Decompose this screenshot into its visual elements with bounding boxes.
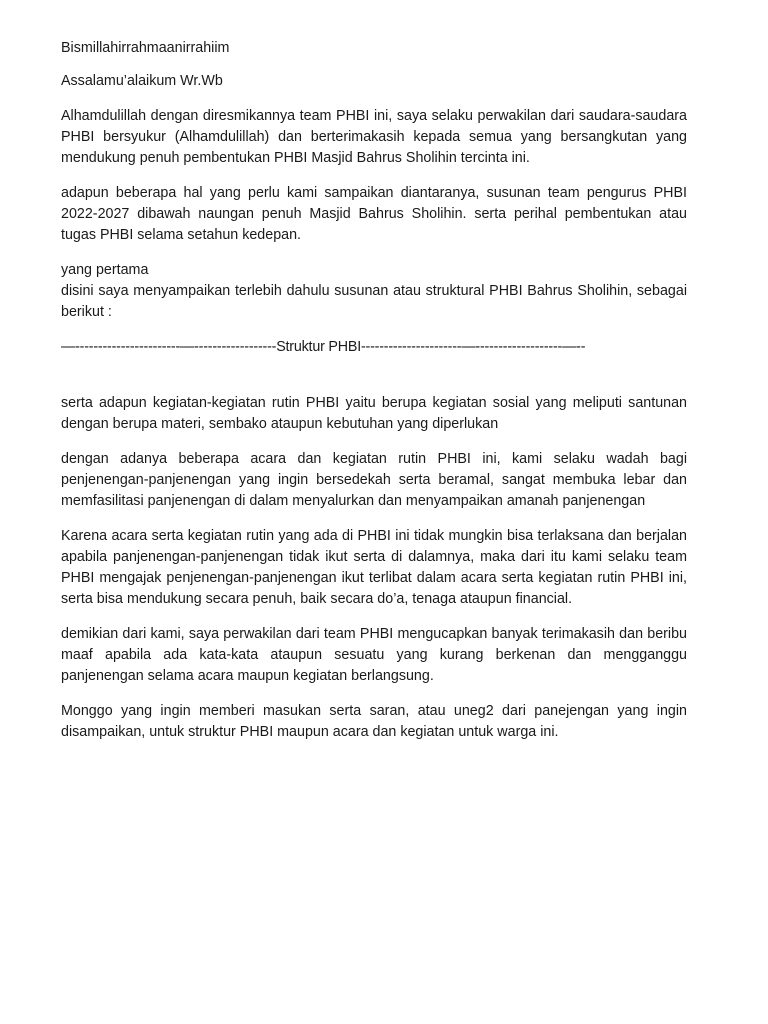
paragraph-facilitation: dengan adanya beberapa acara dan kegiatan rutin PHBI ini, kami selaku wadah bagi penjenengan-panjenengan yang ingin bersedekah serta beramal, sangat membuka lebar dan memfasilitasi panjenengan di dalam menyalurkan dan menyampaikan amanah panjenengan bbox=[61, 451, 687, 509]
document-page bbox=[61, 38, 687, 743]
greeting-salam: Assalamu’alaikum Wr.Wb bbox=[61, 73, 223, 89]
paragraph-agenda: adapun beberapa hal yang perlu kami sampaikan diantaranya, susunan team pengurus PHBI 2022-2027 dibawah naungan penuh Masjid Bahrus Sholihin. serta perihal pembentukan atau tugas PHBI selama setahun kedepan. bbox=[61, 185, 687, 243]
opening-basmalah: Bismillahirrahmaanirrahiim bbox=[61, 40, 230, 56]
paragraph-feedback: Monggo yang ingin memberi masukan serta saran, atau uneg2 dari panejengan yang ingin disampaikan, untuk struktur PHBI maupun acara dan kegiatan untuk warga ini. bbox=[61, 703, 687, 740]
paragraph-intro: Alhamdulillah dengan diresmikannya team PHBI ini, saya selaku perwakilan dari saudara-saudara PHBI bersyukur (Alhamdulillah) dan berterimakasih kepada semua yang bersangkutan yang mendukung penuh pembentukan PHBI Masjid Bahrus Sholihin tercinta ini. bbox=[61, 108, 687, 166]
paragraph-thanks: demikian dari kami, saya perwakilan dari team PHBI mengucapkan banyak terimakasih dan beribu maaf apabila ada kata-kata ataupun sesuatu yang kurang berkenan dan mengganggu panjenengan selama acara maupun kegiatan berlangsung. bbox=[61, 626, 687, 684]
paragraph-invitation: Karena acara serta kegiatan rutin yang ada di PHBI ini tidak mungkin bisa terlaksana dan berjalan apabila panjenengan-panjenengan tidak ikut serta di dalamnya, maka dari itu kami selaku team PHBI mengajak penjenengan-panjenengan ikut terlibat dalam acara serta kegiatan rutin PHBI ini, serta bisa mendukung secara penuh, baik secara do’a, tenaga ataupun financial. bbox=[61, 528, 687, 607]
paragraph-routine-activities: serta adapun kegiatan-kegiatan rutin PHBI yaitu berupa kegiatan sosial yang meliputi santunan dengan berupa materi, sembako ataupun kebutuhan yang diperlukan bbox=[61, 395, 687, 432]
structure-divider: —-----------------------—------------------Struktur PHBI----------------------—-------------------—-- bbox=[61, 339, 586, 355]
first-point-label: yang pertama bbox=[61, 262, 149, 278]
first-point-text: disini saya menyampaikan terlebih dahulu susunan atau struktural PHBI Bahrus Sholihin, sebagai berikut : bbox=[61, 283, 687, 320]
